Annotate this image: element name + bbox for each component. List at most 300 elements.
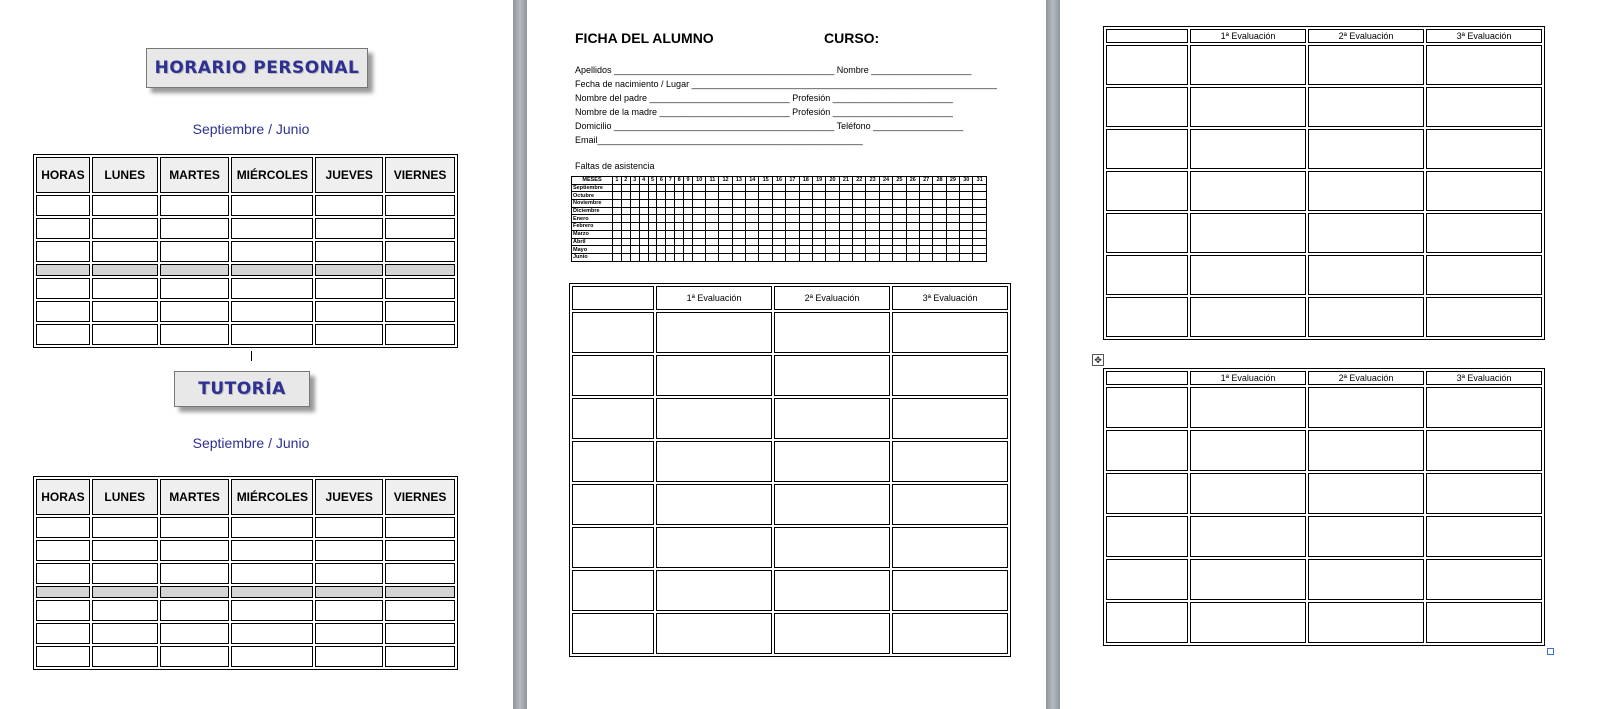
attendance-cell[interactable]	[839, 184, 852, 192]
attendance-cell[interactable]	[906, 215, 919, 223]
attendance-cell[interactable]	[684, 246, 693, 254]
attendance-cell[interactable]	[732, 215, 745, 223]
attendance-cell[interactable]	[960, 215, 973, 223]
attendance-cell[interactable]	[719, 230, 732, 238]
attendance-cell[interactable]	[786, 253, 799, 261]
attendance-cell[interactable]	[826, 230, 839, 238]
attendance-cell[interactable]	[973, 253, 987, 261]
attendance-cell[interactable]	[786, 223, 799, 231]
attendance-cell[interactable]	[906, 200, 919, 208]
schedule-cell[interactable]	[385, 586, 455, 598]
attendance-cell[interactable]	[973, 184, 987, 192]
attendance-cell[interactable]	[648, 253, 657, 261]
attendance-cell[interactable]	[933, 253, 946, 261]
schedule-cell[interactable]	[36, 278, 90, 299]
attendance-cell[interactable]	[613, 215, 622, 223]
schedule-cell[interactable]	[231, 600, 313, 621]
attendance-cell[interactable]	[675, 246, 684, 254]
evaluation-cell[interactable]	[1106, 297, 1188, 337]
schedule-cell[interactable]	[315, 218, 383, 239]
attendance-cell[interactable]	[893, 238, 906, 246]
attendance-cell[interactable]	[812, 253, 825, 261]
schedule-cell[interactable]	[231, 324, 313, 345]
attendance-cell[interactable]	[812, 238, 825, 246]
attendance-cell[interactable]	[946, 192, 959, 200]
attendance-cell[interactable]	[826, 253, 839, 261]
attendance-cell[interactable]	[648, 207, 657, 215]
attendance-cell[interactable]	[675, 200, 684, 208]
evaluation-cell[interactable]	[1308, 387, 1424, 428]
attendance-cell[interactable]	[666, 253, 675, 261]
schedule-cell[interactable]	[160, 646, 230, 667]
attendance-cell[interactable]	[799, 200, 812, 208]
attendance-cell[interactable]	[759, 223, 772, 231]
schedule-cell[interactable]	[385, 563, 455, 584]
evaluation-cell[interactable]	[1308, 255, 1424, 295]
attendance-cell[interactable]	[786, 230, 799, 238]
evaluation-cell[interactable]	[1190, 387, 1306, 428]
attendance-cell[interactable]	[613, 184, 622, 192]
attendance-cell[interactable]	[675, 192, 684, 200]
attendance-cell[interactable]	[906, 238, 919, 246]
attendance-cell[interactable]	[693, 230, 706, 238]
attendance-cell[interactable]	[657, 246, 666, 254]
attendance-cell[interactable]	[839, 200, 852, 208]
attendance-cell[interactable]	[853, 207, 866, 215]
attendance-cell[interactable]	[879, 253, 892, 261]
attendance-cell[interactable]	[732, 184, 745, 192]
schedule-cell[interactable]	[315, 517, 383, 538]
evaluation-cell[interactable]	[1106, 255, 1188, 295]
attendance-cell[interactable]	[630, 207, 639, 215]
attendance-cell[interactable]	[732, 223, 745, 231]
attendance-cell[interactable]	[946, 223, 959, 231]
schedule-cell[interactable]	[385, 517, 455, 538]
attendance-cell[interactable]	[879, 238, 892, 246]
attendance-cell[interactable]	[666, 184, 675, 192]
attendance-cell[interactable]	[630, 184, 639, 192]
attendance-cell[interactable]	[853, 200, 866, 208]
attendance-cell[interactable]	[973, 246, 987, 254]
move-handle-icon[interactable]: ✥	[1092, 354, 1104, 366]
attendance-cell[interactable]	[648, 238, 657, 246]
attendance-cell[interactable]	[706, 238, 719, 246]
field-domicilio[interactable]: Domicilio ____________________________________________ Teléfono __________________	[575, 121, 964, 131]
attendance-cell[interactable]	[893, 223, 906, 231]
field-nacimiento[interactable]: Fecha de nacimiento / Lugar _____________________________________________________________	[575, 79, 997, 89]
attendance-cell[interactable]	[759, 207, 772, 215]
attendance-cell[interactable]	[960, 223, 973, 231]
schedule-cell[interactable]	[231, 586, 313, 598]
evaluation-cell[interactable]	[1308, 602, 1424, 643]
attendance-cell[interactable]	[933, 238, 946, 246]
attendance-cell[interactable]	[684, 207, 693, 215]
attendance-cell[interactable]	[919, 253, 932, 261]
attendance-cell[interactable]	[621, 192, 630, 200]
attendance-cell[interactable]	[746, 215, 759, 223]
schedule-cell[interactable]	[385, 218, 455, 239]
evaluation-cell[interactable]	[656, 527, 772, 568]
evaluation-cell[interactable]	[1190, 473, 1306, 514]
attendance-cell[interactable]	[719, 207, 732, 215]
attendance-cell[interactable]	[772, 223, 785, 231]
schedule-table[interactable]	[33, 154, 458, 348]
attendance-cell[interactable]	[639, 230, 648, 238]
attendance-cell[interactable]	[826, 215, 839, 223]
evaluation-cell[interactable]	[1308, 430, 1424, 471]
evaluation-cell[interactable]	[656, 312, 772, 353]
evaluation-cell[interactable]	[1308, 516, 1424, 557]
evaluation-cell[interactable]	[1190, 516, 1306, 557]
attendance-cell[interactable]	[732, 238, 745, 246]
attendance-cell[interactable]	[706, 192, 719, 200]
attendance-cell[interactable]	[657, 192, 666, 200]
attendance-cell[interactable]	[648, 184, 657, 192]
attendance-cell[interactable]	[853, 184, 866, 192]
schedule-cell[interactable]	[160, 195, 230, 216]
attendance-cell[interactable]	[919, 246, 932, 254]
schedule-cell[interactable]	[315, 301, 383, 322]
schedule-cell[interactable]	[385, 540, 455, 561]
attendance-cell[interactable]	[946, 246, 959, 254]
schedule-cell[interactable]	[92, 324, 158, 345]
attendance-cell[interactable]	[812, 184, 825, 192]
attendance-cell[interactable]	[648, 192, 657, 200]
attendance-cell[interactable]	[621, 200, 630, 208]
evaluation-cell[interactable]	[1308, 87, 1424, 127]
attendance-cell[interactable]	[919, 215, 932, 223]
attendance-cell[interactable]	[706, 246, 719, 254]
attendance-cell[interactable]	[719, 223, 732, 231]
attendance-cell[interactable]	[906, 192, 919, 200]
evaluation-cell[interactable]	[1426, 387, 1542, 428]
attendance-cell[interactable]	[799, 223, 812, 231]
attendance-cell[interactable]	[706, 207, 719, 215]
schedule-cell[interactable]	[385, 646, 455, 667]
schedule-cell[interactable]	[92, 600, 158, 621]
evaluation-cell[interactable]	[1106, 213, 1188, 253]
schedule-cell[interactable]	[315, 241, 383, 262]
attendance-cell[interactable]	[893, 246, 906, 254]
evaluation-cell[interactable]	[656, 398, 772, 439]
attendance-cell[interactable]	[746, 246, 759, 254]
attendance-cell[interactable]	[630, 200, 639, 208]
attendance-cell[interactable]	[675, 253, 684, 261]
attendance-cell[interactable]	[839, 215, 852, 223]
evaluation-cell[interactable]	[892, 570, 1008, 611]
attendance-cell[interactable]	[684, 238, 693, 246]
schedule-cell[interactable]	[315, 540, 383, 561]
schedule-cell[interactable]	[36, 241, 90, 262]
attendance-cell[interactable]	[648, 223, 657, 231]
attendance-cell[interactable]	[706, 215, 719, 223]
evaluation-cell[interactable]	[1106, 559, 1188, 600]
attendance-cell[interactable]	[839, 207, 852, 215]
evaluation-table[interactable]	[1103, 368, 1545, 646]
attendance-cell[interactable]	[621, 238, 630, 246]
attendance-cell[interactable]	[786, 192, 799, 200]
schedule-cell[interactable]	[92, 517, 158, 538]
evaluation-cell[interactable]	[1190, 559, 1306, 600]
schedule-cell[interactable]	[36, 600, 90, 621]
evaluation-cell[interactable]	[572, 484, 654, 525]
attendance-cell[interactable]	[919, 223, 932, 231]
evaluation-cell[interactable]	[892, 441, 1008, 482]
attendance-cell[interactable]	[933, 230, 946, 238]
attendance-cell[interactable]	[746, 238, 759, 246]
attendance-cell[interactable]	[786, 184, 799, 192]
attendance-cell[interactable]	[973, 200, 987, 208]
attendance-cell[interactable]	[613, 253, 622, 261]
evaluation-cell[interactable]	[1426, 45, 1542, 85]
attendance-cell[interactable]	[732, 207, 745, 215]
evaluation-cell[interactable]	[1426, 297, 1542, 337]
evaluation-cell[interactable]	[656, 613, 772, 654]
attendance-cell[interactable]	[772, 200, 785, 208]
attendance-cell[interactable]	[826, 200, 839, 208]
attendance-cell[interactable]	[786, 215, 799, 223]
attendance-cell[interactable]	[893, 215, 906, 223]
attendance-cell[interactable]	[933, 192, 946, 200]
attendance-cell[interactable]	[621, 184, 630, 192]
attendance-cell[interactable]	[879, 184, 892, 192]
evaluation-cell[interactable]	[656, 570, 772, 611]
attendance-cell[interactable]	[639, 192, 648, 200]
evaluation-cell[interactable]	[1106, 45, 1188, 85]
attendance-cell[interactable]	[786, 238, 799, 246]
evaluation-cell[interactable]	[656, 484, 772, 525]
attendance-cell[interactable]	[675, 230, 684, 238]
tutoria-table[interactable]	[33, 476, 458, 670]
attendance-cell[interactable]	[706, 253, 719, 261]
attendance-cell[interactable]	[812, 200, 825, 208]
attendance-cell[interactable]	[826, 246, 839, 254]
attendance-cell[interactable]	[613, 246, 622, 254]
attendance-cell[interactable]	[630, 223, 639, 231]
attendance-cell[interactable]	[960, 200, 973, 208]
attendance-cell[interactable]	[893, 253, 906, 261]
attendance-cell[interactable]	[812, 223, 825, 231]
attendance-cell[interactable]	[839, 223, 852, 231]
attendance-cell[interactable]	[893, 184, 906, 192]
evaluation-cell[interactable]	[1106, 171, 1188, 211]
field-email[interactable]: Email_____________________________________________________	[575, 135, 863, 145]
attendance-cell[interactable]	[772, 246, 785, 254]
attendance-cell[interactable]	[812, 215, 825, 223]
attendance-cell[interactable]	[693, 253, 706, 261]
schedule-cell[interactable]	[160, 324, 230, 345]
attendance-cell[interactable]	[786, 246, 799, 254]
attendance-cell[interactable]	[639, 253, 648, 261]
evaluation-cell[interactable]	[656, 355, 772, 396]
attendance-cell[interactable]	[826, 238, 839, 246]
attendance-cell[interactable]	[933, 223, 946, 231]
schedule-cell[interactable]	[231, 563, 313, 584]
attendance-cell[interactable]	[719, 192, 732, 200]
attendance-cell[interactable]	[666, 238, 675, 246]
attendance-cell[interactable]	[719, 253, 732, 261]
attendance-cell[interactable]	[706, 184, 719, 192]
schedule-cell[interactable]	[160, 241, 230, 262]
evaluation-cell[interactable]	[1308, 129, 1424, 169]
attendance-cell[interactable]	[666, 246, 675, 254]
schedule-cell[interactable]	[92, 195, 158, 216]
schedule-cell[interactable]	[385, 278, 455, 299]
evaluation-cell[interactable]	[774, 355, 890, 396]
evaluation-cell[interactable]	[1106, 602, 1188, 643]
attendance-cell[interactable]	[648, 230, 657, 238]
schedule-cell[interactable]	[231, 646, 313, 667]
attendance-cell[interactable]	[839, 230, 852, 238]
evaluation-cell[interactable]	[1426, 255, 1542, 295]
attendance-cell[interactable]	[746, 223, 759, 231]
attendance-cell[interactable]	[772, 207, 785, 215]
attendance-cell[interactable]	[693, 223, 706, 231]
evaluation-cell[interactable]	[1190, 213, 1306, 253]
evaluation-cell[interactable]	[1308, 297, 1424, 337]
attendance-cell[interactable]	[919, 192, 932, 200]
schedule-cell[interactable]	[36, 563, 90, 584]
evaluation-cell[interactable]	[572, 527, 654, 568]
evaluation-cell[interactable]	[1308, 171, 1424, 211]
schedule-cell[interactable]	[385, 324, 455, 345]
attendance-cell[interactable]	[933, 200, 946, 208]
schedule-cell[interactable]	[231, 195, 313, 216]
attendance-cell[interactable]	[772, 253, 785, 261]
attendance-cell[interactable]	[657, 230, 666, 238]
attendance-cell[interactable]	[693, 215, 706, 223]
attendance-cell[interactable]	[799, 192, 812, 200]
evaluation-cell[interactable]	[572, 312, 654, 353]
schedule-cell[interactable]	[160, 623, 230, 644]
attendance-cell[interactable]	[946, 238, 959, 246]
attendance-cell[interactable]	[826, 192, 839, 200]
attendance-cell[interactable]	[853, 238, 866, 246]
attendance-cell[interactable]	[853, 215, 866, 223]
attendance-cell[interactable]	[666, 207, 675, 215]
attendance-cell[interactable]	[906, 230, 919, 238]
schedule-cell[interactable]	[385, 241, 455, 262]
evaluation-cell[interactable]	[1106, 87, 1188, 127]
schedule-cell[interactable]	[231, 218, 313, 239]
schedule-cell[interactable]	[36, 623, 90, 644]
evaluation-cell[interactable]	[1106, 129, 1188, 169]
schedule-cell[interactable]	[92, 646, 158, 667]
attendance-cell[interactable]	[675, 184, 684, 192]
attendance-cell[interactable]	[732, 246, 745, 254]
evaluation-cell[interactable]	[1426, 430, 1542, 471]
attendance-cell[interactable]	[759, 200, 772, 208]
attendance-cell[interactable]	[866, 200, 879, 208]
attendance-cell[interactable]	[960, 207, 973, 215]
attendance-cell[interactable]	[684, 184, 693, 192]
attendance-cell[interactable]	[666, 230, 675, 238]
attendance-cell[interactable]	[666, 223, 675, 231]
evaluation-cell[interactable]	[892, 484, 1008, 525]
evaluation-cell[interactable]	[892, 312, 1008, 353]
attendance-cell[interactable]	[973, 207, 987, 215]
schedule-cell[interactable]	[231, 301, 313, 322]
attendance-cell[interactable]	[786, 200, 799, 208]
attendance-cell[interactable]	[732, 192, 745, 200]
attendance-cell[interactable]	[759, 192, 772, 200]
schedule-cell[interactable]	[231, 264, 313, 276]
attendance-cell[interactable]	[866, 238, 879, 246]
attendance-cell[interactable]	[866, 184, 879, 192]
attendance-cell[interactable]	[666, 200, 675, 208]
attendance-cell[interactable]	[879, 200, 892, 208]
evaluation-cell[interactable]	[892, 398, 1008, 439]
attendance-cell[interactable]	[946, 215, 959, 223]
attendance-cell[interactable]	[719, 246, 732, 254]
attendance-cell[interactable]	[906, 207, 919, 215]
attendance-cell[interactable]	[684, 230, 693, 238]
attendance-cell[interactable]	[759, 184, 772, 192]
attendance-cell[interactable]	[906, 184, 919, 192]
attendance-cell[interactable]	[866, 253, 879, 261]
attendance-cell[interactable]	[799, 230, 812, 238]
attendance-cell[interactable]	[675, 207, 684, 215]
attendance-cell[interactable]	[648, 200, 657, 208]
attendance-cell[interactable]	[960, 253, 973, 261]
schedule-cell[interactable]	[385, 600, 455, 621]
attendance-cell[interactable]	[973, 192, 987, 200]
attendance-cell[interactable]	[657, 238, 666, 246]
field-apellidos[interactable]: Apellidos ____________________________________________ Nombre ____________________	[575, 65, 972, 75]
attendance-cell[interactable]	[960, 184, 973, 192]
attendance-cell[interactable]	[621, 215, 630, 223]
evaluation-table[interactable]	[569, 283, 1011, 657]
attendance-cell[interactable]	[919, 230, 932, 238]
attendance-cell[interactable]	[666, 192, 675, 200]
attendance-cell[interactable]	[772, 230, 785, 238]
attendance-cell[interactable]	[657, 253, 666, 261]
attendance-cell[interactable]	[853, 246, 866, 254]
attendance-cell[interactable]	[866, 223, 879, 231]
evaluation-cell[interactable]	[774, 484, 890, 525]
schedule-cell[interactable]	[315, 646, 383, 667]
attendance-cell[interactable]	[812, 246, 825, 254]
evaluation-cell[interactable]	[1106, 387, 1188, 428]
attendance-cell[interactable]	[621, 207, 630, 215]
schedule-cell[interactable]	[36, 540, 90, 561]
evaluation-cell[interactable]	[774, 613, 890, 654]
attendance-cell[interactable]	[746, 230, 759, 238]
attendance-cell[interactable]	[746, 184, 759, 192]
attendance-cell[interactable]	[973, 223, 987, 231]
attendance-cell[interactable]	[706, 223, 719, 231]
attendance-cell[interactable]	[613, 200, 622, 208]
field-padre[interactable]: Nombre del padre ____________________________ Profesión ________________________	[575, 93, 953, 103]
attendance-cell[interactable]	[657, 200, 666, 208]
schedule-cell[interactable]	[315, 195, 383, 216]
attendance-cell[interactable]	[866, 246, 879, 254]
attendance-cell[interactable]	[630, 246, 639, 254]
attendance-cell[interactable]	[879, 246, 892, 254]
schedule-cell[interactable]	[160, 563, 230, 584]
attendance-cell[interactable]	[906, 223, 919, 231]
attendance-cell[interactable]	[946, 230, 959, 238]
attendance-cell[interactable]	[732, 230, 745, 238]
attendance-cell[interactable]	[732, 253, 745, 261]
attendance-cell[interactable]	[613, 207, 622, 215]
attendance-cell[interactable]	[839, 246, 852, 254]
attendance-cell[interactable]	[772, 215, 785, 223]
evaluation-cell[interactable]	[1426, 602, 1542, 643]
attendance-cell[interactable]	[879, 223, 892, 231]
attendance-cell[interactable]	[893, 230, 906, 238]
attendance-cell[interactable]	[684, 192, 693, 200]
